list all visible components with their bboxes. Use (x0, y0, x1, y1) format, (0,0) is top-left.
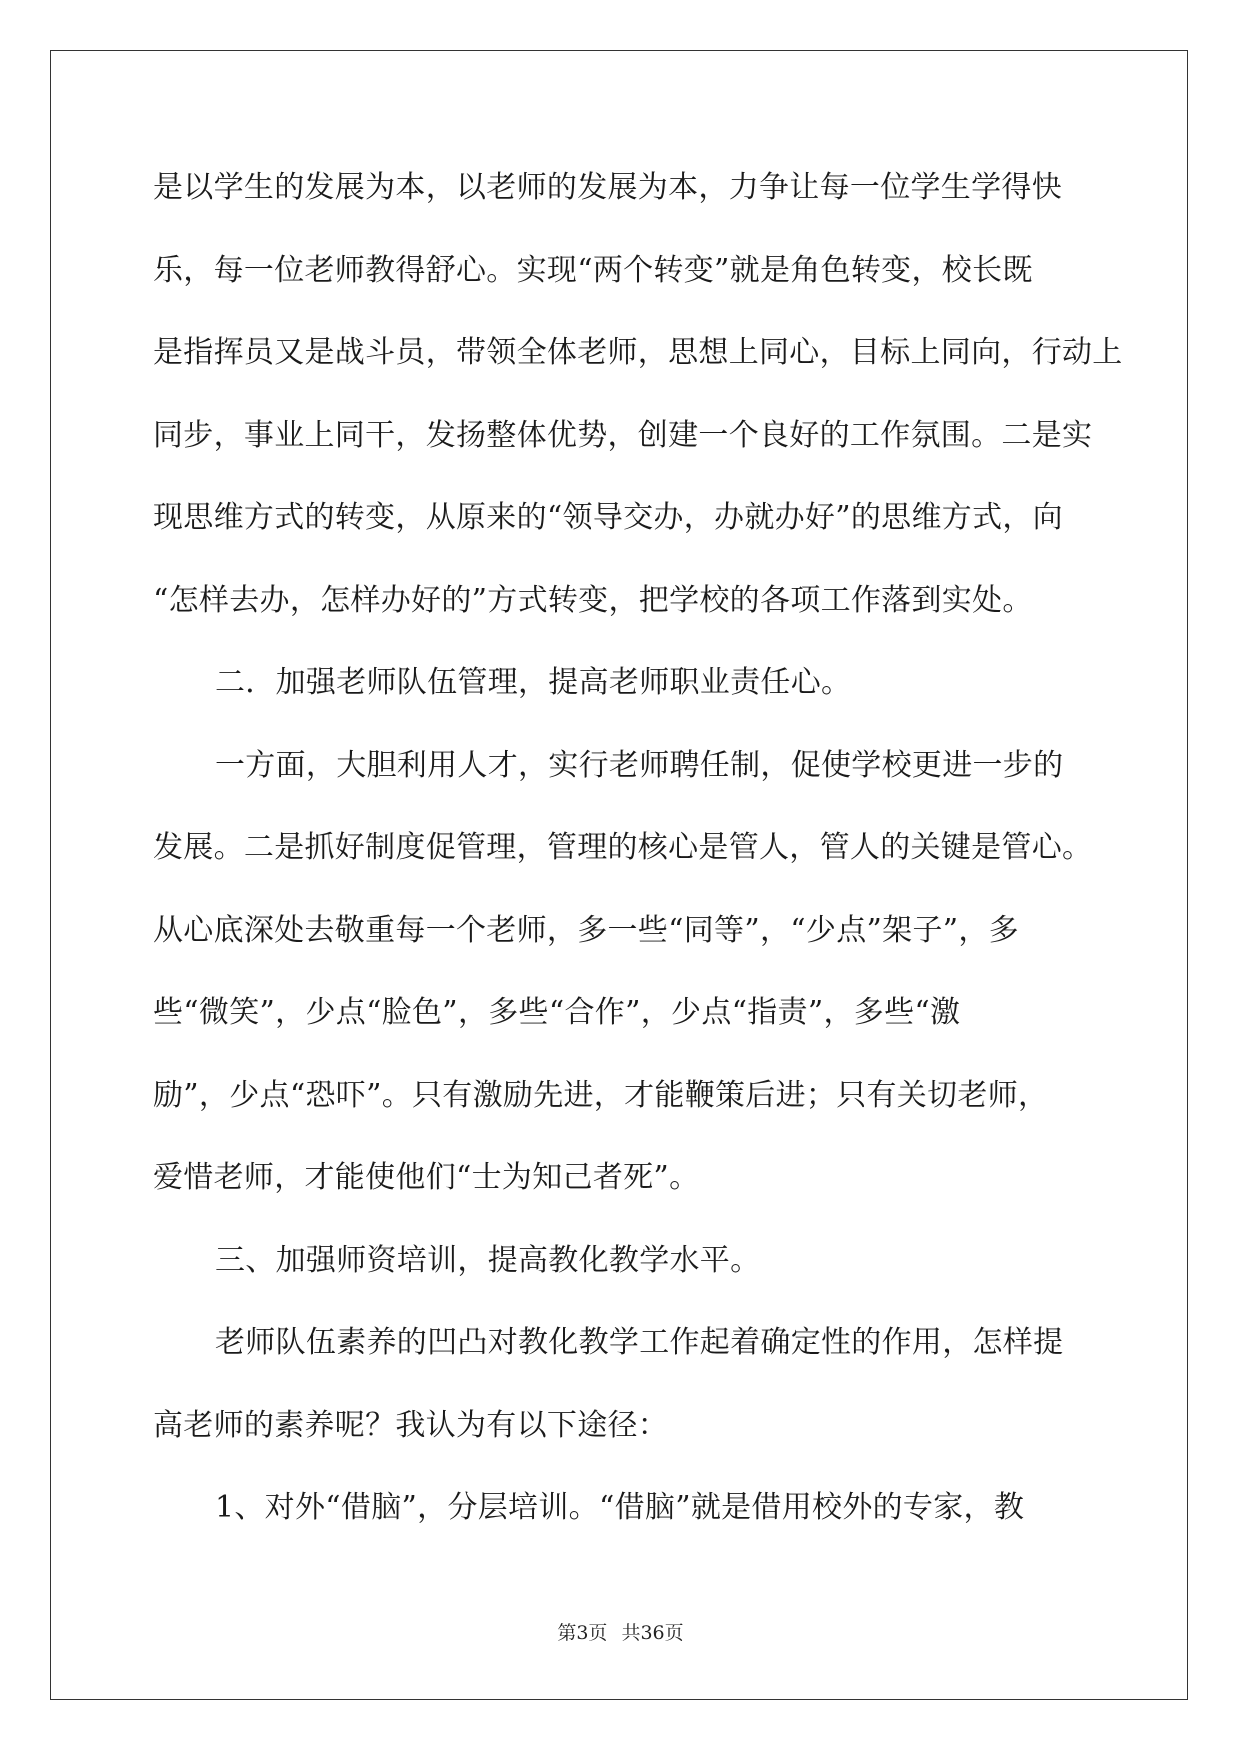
text-line-5: 现思维方式的转变，从原来的“领导交办，办就办好”的思维方式，向 (153, 500, 1063, 535)
text-line-16: 高老师的素养呢？我认为有以下途径： (153, 1407, 669, 1443)
document-body (153, 164, 1123, 1567)
total-pages: 共36页 (621, 1622, 684, 1644)
section-heading-2: 二．加强老师队伍管理，提高老师职业责任心。 (215, 665, 852, 700)
text-line-15: 老师队伍素养的凹凸对教化教学工作起着确定性的作用，怎样提 (215, 1325, 1064, 1360)
section-heading-3: 三、加强师资培训，提高教化教学水平。 (215, 1242, 761, 1278)
text-line-8: 一方面，大胆利用人才，实行老师聘任制，促使学校更进一步的 (215, 747, 1064, 783)
text-line-13: 爱惜老师，才能使他们“士为知己者死”。 (153, 1160, 700, 1195)
text-line-12: 励”，少点“恐吓”。只有激励先进，才能鞭策后进；只有关切老师， (153, 1077, 1049, 1113)
page-footer (0, 1618, 1241, 1645)
text-line-17: 1、对外“借脑”，分层培训。“借脑”就是借用校外的专家，教 (215, 1490, 1025, 1525)
text-line-6: “怎样去办，怎样办好的”方式转变，把学校的各项工作落到实处。 (153, 582, 1033, 618)
text-line-3: 是指挥员又是战斗员，带领全体老师，思想上同心，目标上同向，行动上 (153, 335, 1123, 370)
text-line-2: 乐，每一位老师教得舒心。实现“两个转变”就是角色转变，校长既 (153, 252, 1033, 288)
text-line-1: 是以学生的发展为本，以老师的发展为本，力争让每一位学生学得快 (153, 170, 1062, 205)
text-line-10: 从心底深处去敬重每一个老师，多一些“同等”，“少点”架子”，多 (153, 912, 1019, 948)
page-number: 第3页 (557, 1622, 608, 1644)
text-line-4: 同步，事业上同干，发扬整体优势，创建一个良好的工作氛围。二是实 (153, 417, 1093, 453)
text-line-9: 发展。二是抓好制度促管理，管理的核心是管人，管人的关键是管心。 (153, 830, 1093, 865)
text-line-11: 些“微笑”，少点“脸色”，多些“合作”，少点“指责”，多些“激 (153, 995, 961, 1030)
